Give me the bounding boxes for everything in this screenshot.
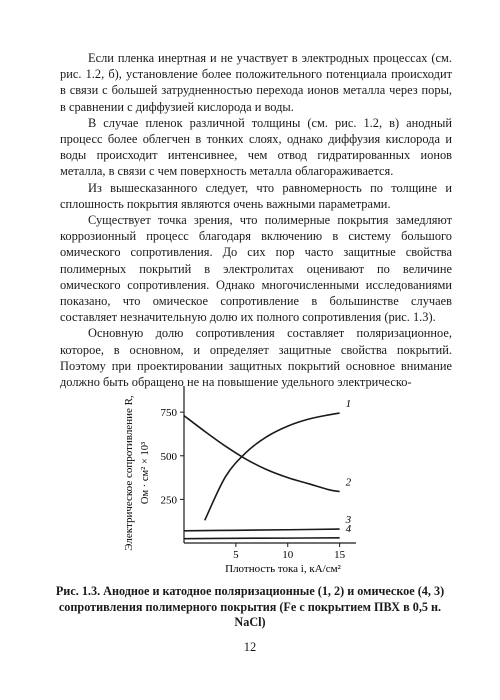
y-tick-label: 750: [160, 407, 177, 420]
series-line-3: [184, 529, 340, 531]
paragraph: Основную долю сопротивления составляет поляризационное, которое, в основном, и определяет защитные свойства покрытий. Поэтому при проектировании защитных покрытий основное внимание должно быть обращено не на повышение удельного электрическо-: [60, 326, 452, 390]
y-axis-label: [123, 395, 151, 551]
figure-1-3: [118, 378, 378, 578]
paragraph: Если пленка инертная и не участвует в электродных процессах (см. рис. 1.2, б), установление более положительного потенциала происходит в связи с большей затрудненностью перехода ионов металла через поры, в сравнении с диффузией кислорода и воды.: [60, 51, 452, 114]
chart: [118, 378, 378, 578]
caption-text: Рис. 1.3. Анодное и катодное поляризационные (1, 2) и омическое (4, 3) сопротивления полимерного покрытия (Fe с покрытием ПВХ в 0,5 н. NaCl): [55, 584, 445, 630]
series-line-4: [184, 538, 340, 539]
paragraph: Существует точка зрения, что полимерные покрытия замедляют коррозионный процесс благодаря включению в систему большого омического сопротивления. До сих пор часто защитные свойства полимерных покрытий в электролитах оценивают по величине омического сопротивления. Однако многочисленными исследованиями показано, что омическое сопротивление в большинстве случаев составляет незначительную долю их полного сопротивления (рис. 1.3).: [60, 213, 452, 325]
series-label-2: 2: [345, 476, 352, 489]
series-line-1: [205, 413, 340, 520]
page-number: 12: [243, 640, 257, 654]
figure-caption: [54, 584, 446, 631]
body-text: [60, 50, 452, 390]
paragraph: В случае пленок различной толщины (см. рис. 1.2, в) анодный процесс более облегчен в тонких слоях, однако диффузия кислорода и воды происходит интенсивнее, чем отвод гидратированных ионов металла, в связи с чем поверхность металла облагораживается.: [60, 115, 452, 179]
series-line-2: [184, 416, 340, 492]
x-tick-label: 5: [233, 549, 239, 561]
x-axis-label: Плотность тока i, кА/см²: [225, 563, 341, 575]
plot-area: [161, 386, 357, 561]
series-label-4: 4: [345, 522, 352, 535]
y-axis-label-line1: Электрическое сопротивление R,: [123, 395, 135, 551]
paragraph: Из вышесказанного следует, что равномерность по толщине и сплошность покрытия являются очень важными параметрами.: [60, 180, 452, 211]
series-label-1: 1: [345, 398, 352, 411]
y-tick-label: 500: [160, 450, 177, 463]
series-label-3: 3: [345, 514, 352, 527]
y-tick-label: 250: [160, 494, 177, 507]
x-tick-label: 15: [334, 549, 346, 561]
y-axis-label-line2: Ом · см² × 10³: [140, 441, 151, 505]
x-tick-label: 10: [282, 549, 294, 561]
